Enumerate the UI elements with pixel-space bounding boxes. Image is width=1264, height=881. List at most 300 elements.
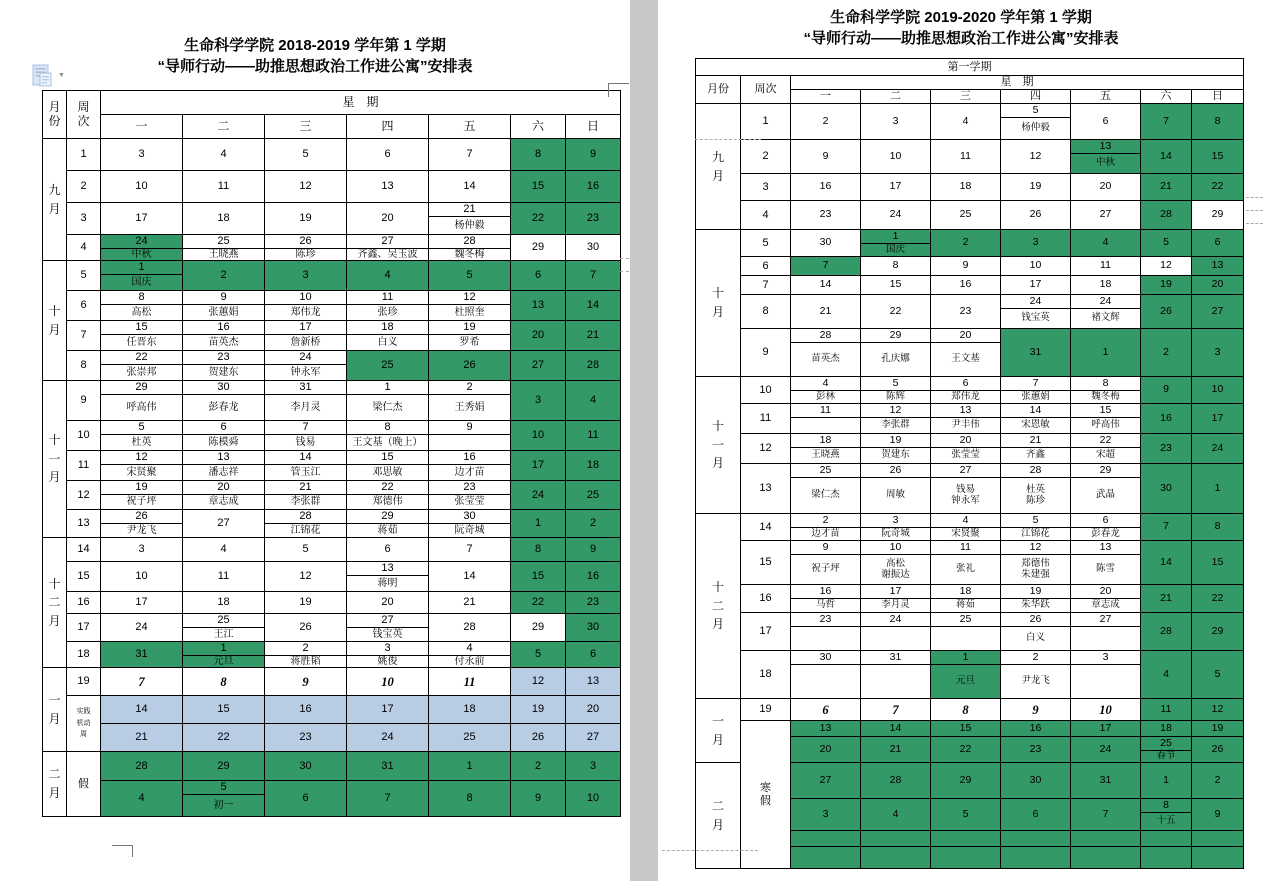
calendar-cell[interactable]: 8: [511, 139, 566, 171]
calendar-cell[interactable]: 4: [183, 139, 265, 171]
calendar-cell[interactable]: [183, 351, 265, 381]
calendar-cell[interactable]: 18: [183, 592, 265, 614]
calendar-cell[interactable]: [183, 321, 265, 351]
calendar-cell[interactable]: 16: [1141, 404, 1192, 434]
calendar-cell[interactable]: 22: [861, 295, 931, 329]
calendar-cell[interactable]: 4: [1141, 651, 1192, 699]
calendar-cell[interactable]: 29: [511, 235, 566, 261]
week-col-header[interactable]: 周次: [741, 76, 791, 104]
calendar-cell[interactable]: 7: [101, 668, 183, 696]
week-label-cell[interactable]: 3: [741, 174, 791, 201]
calendar-cell[interactable]: [265, 642, 347, 668]
calendar-cell[interactable]: 28: [1141, 201, 1192, 230]
document-title-2-line2[interactable]: “导师行动——助推思想政治工作进公寓”安排表: [803, 29, 1119, 47]
calendar-cell[interactable]: 27: [1192, 295, 1244, 329]
calendar-cell[interactable]: [429, 451, 511, 481]
calendar-cell[interactable]: [861, 377, 931, 404]
calendar-cell[interactable]: 26: [511, 724, 566, 752]
calendar-cell[interactable]: 30: [1001, 763, 1071, 799]
calendar-cell[interactable]: 11: [566, 421, 621, 451]
calendar-cell[interactable]: 7: [566, 261, 621, 291]
calendar-cell[interactable]: [1001, 434, 1071, 464]
week-label-cell[interactable]: 15: [67, 562, 101, 592]
calendar-cell[interactable]: 20: [347, 203, 429, 235]
calendar-cell[interactable]: 20: [1192, 276, 1244, 295]
calendar-cell[interactable]: 7: [347, 781, 429, 817]
month-label-cell[interactable]: 十 月: [696, 230, 741, 377]
week-label-cell[interactable]: 11: [67, 451, 101, 481]
calendar-cell[interactable]: [791, 651, 861, 699]
calendar-cell[interactable]: [861, 514, 931, 541]
calendar-cell[interactable]: 29: [183, 752, 265, 781]
calendar-cell[interactable]: 9: [1192, 799, 1244, 831]
week-label-cell[interactable]: 9: [67, 381, 101, 421]
month-label-cell[interactable]: 十 一 月: [696, 377, 741, 514]
calendar-cell[interactable]: [347, 510, 429, 538]
week-label-cell[interactable]: 8: [741, 295, 791, 329]
day-header-cell[interactable]: 五: [1071, 90, 1141, 104]
calendar-cell[interactable]: 10: [1001, 257, 1071, 276]
week-label-cell[interactable]: 19: [67, 668, 101, 696]
calendar-cell[interactable]: [101, 481, 183, 510]
calendar-cell[interactable]: 23: [1141, 434, 1192, 464]
calendar-cell[interactable]: [931, 831, 1001, 847]
calendar-cell[interactable]: 27: [183, 510, 265, 538]
month-label-cell[interactable]: 十 一 月: [43, 381, 67, 538]
calendar-cell[interactable]: 15: [931, 721, 1001, 737]
calendar-cell[interactable]: 21: [791, 295, 861, 329]
calendar-cell[interactable]: [931, 329, 1001, 377]
calendar-cell[interactable]: 28: [1141, 613, 1192, 651]
calendar-cell[interactable]: 21: [566, 321, 621, 351]
calendar-cell[interactable]: [861, 831, 931, 847]
calendar-cell[interactable]: 20: [566, 696, 621, 724]
calendar-cell[interactable]: 9: [1001, 699, 1071, 721]
calendar-cell[interactable]: [861, 230, 931, 257]
calendar-cell[interactable]: 19: [1192, 721, 1244, 737]
month-label-cell[interactable]: 二 月: [696, 763, 741, 869]
calendar-cell[interactable]: 12: [265, 171, 347, 203]
calendar-cell[interactable]: 25: [931, 201, 1001, 230]
calendar-cell[interactable]: [1001, 541, 1071, 585]
calendar-cell[interactable]: [183, 235, 265, 261]
week-label-cell[interactable]: 1: [741, 104, 791, 140]
day-header-cell[interactable]: 六: [1141, 90, 1192, 104]
calendar-cell[interactable]: [429, 381, 511, 421]
calendar-cell[interactable]: 15: [1192, 541, 1244, 585]
calendar-cell[interactable]: 8: [1192, 104, 1244, 140]
week-label-cell[interactable]: 16: [67, 592, 101, 614]
calendar-cell[interactable]: 3: [791, 799, 861, 831]
calendar-cell[interactable]: [791, 434, 861, 464]
calendar-cell[interactable]: [1071, 514, 1141, 541]
calendar-cell[interactable]: 15: [183, 696, 265, 724]
calendar-cell[interactable]: [861, 847, 931, 869]
week-label-cell[interactable]: 2: [741, 140, 791, 174]
week-label-cell[interactable]: 假: [67, 752, 101, 817]
calendar-cell[interactable]: [791, 585, 861, 613]
calendar-cell[interactable]: 5: [429, 261, 511, 291]
calendar-cell[interactable]: 2: [183, 261, 265, 291]
week-label-cell[interactable]: 17: [741, 613, 791, 651]
calendar-cell[interactable]: [429, 291, 511, 321]
calendar-cell[interactable]: [265, 381, 347, 421]
calendar-cell[interactable]: [347, 451, 429, 481]
calendar-cell[interactable]: 22: [1192, 585, 1244, 613]
calendar-cell[interactable]: 18: [429, 696, 511, 724]
calendar-cell[interactable]: 6: [347, 139, 429, 171]
week-label-cell[interactable]: 18: [67, 642, 101, 668]
calendar-cell[interactable]: [1071, 651, 1141, 699]
calendar-cell[interactable]: 19: [265, 203, 347, 235]
calendar-cell[interactable]: [791, 464, 861, 514]
calendar-cell[interactable]: 22: [511, 592, 566, 614]
calendar-cell[interactable]: 31: [101, 642, 183, 668]
calendar-cell[interactable]: 5: [1192, 651, 1244, 699]
calendar-cell[interactable]: 18: [1141, 721, 1192, 737]
calendar-cell[interactable]: 9: [566, 139, 621, 171]
calendar-cell[interactable]: 6: [265, 781, 347, 817]
day-header-cell[interactable]: 一: [791, 90, 861, 104]
calendar-cell[interactable]: [931, 847, 1001, 869]
calendar-cell[interactable]: 1: [1071, 329, 1141, 377]
week-label-cell[interactable]: 7: [67, 321, 101, 351]
calendar-cell[interactable]: 14: [429, 562, 511, 592]
calendar-cell[interactable]: [1141, 737, 1192, 763]
calendar-cell[interactable]: [347, 642, 429, 668]
calendar-cell[interactable]: [429, 421, 511, 451]
calendar-cell[interactable]: 23: [931, 295, 1001, 329]
calendar-cell[interactable]: 14: [861, 721, 931, 737]
calendar-cell[interactable]: 27: [1071, 201, 1141, 230]
calendar-cell[interactable]: 3: [101, 139, 183, 171]
calendar-cell[interactable]: 14: [1141, 140, 1192, 174]
calendar-cell[interactable]: [791, 541, 861, 585]
calendar-cell[interactable]: 14: [429, 171, 511, 203]
week-label-cell[interactable]: 实践 机动 周: [67, 696, 101, 752]
calendar-cell[interactable]: 9: [791, 140, 861, 174]
calendar-cell[interactable]: 2: [511, 752, 566, 781]
calendar-cell[interactable]: [265, 481, 347, 510]
calendar-cell[interactable]: [183, 421, 265, 451]
calendar-cell[interactable]: [183, 451, 265, 481]
calendar-cell[interactable]: 4: [1071, 230, 1141, 257]
week-label-cell[interactable]: 8: [67, 351, 101, 381]
week-label-cell[interactable]: 15: [741, 541, 791, 585]
calendar-cell[interactable]: 10: [566, 781, 621, 817]
calendar-cell[interactable]: 6: [1001, 799, 1071, 831]
calendar-cell[interactable]: [1192, 831, 1244, 847]
calendar-cell[interactable]: [265, 421, 347, 451]
day-header-cell[interactable]: 三: [265, 115, 347, 139]
calendar-cell[interactable]: [861, 651, 931, 699]
calendar-cell[interactable]: 12: [1192, 699, 1244, 721]
calendar-cell[interactable]: 17: [511, 451, 566, 481]
calendar-cell[interactable]: [183, 291, 265, 321]
calendar-cell[interactable]: 29: [1192, 201, 1244, 230]
week-label-cell[interactable]: 10: [741, 377, 791, 404]
calendar-cell[interactable]: [1071, 140, 1141, 174]
calendar-cell[interactable]: 7: [429, 139, 511, 171]
calendar-cell[interactable]: 31: [347, 752, 429, 781]
calendar-cell[interactable]: [1071, 434, 1141, 464]
calendar-cell[interactable]: 23: [791, 201, 861, 230]
calendar-cell[interactable]: [1001, 295, 1071, 329]
calendar-cell[interactable]: 7: [429, 538, 511, 562]
month-label-cell[interactable]: 九 月: [43, 139, 67, 261]
month-label-cell[interactable]: 十 二 月: [43, 538, 67, 668]
calendar-cell[interactable]: [1001, 613, 1071, 651]
calendar-cell[interactable]: 6: [566, 642, 621, 668]
calendar-cell[interactable]: [1071, 585, 1141, 613]
calendar-cell[interactable]: 17: [347, 696, 429, 724]
calendar-cell[interactable]: 3: [101, 538, 183, 562]
week-label-cell[interactable]: 6: [67, 291, 101, 321]
document-title-1-line1[interactable]: 生命科学学院 2018-2019 学年第 1 学期: [184, 37, 446, 54]
calendar-cell[interactable]: 19: [1141, 276, 1192, 295]
calendar-cell[interactable]: 9: [566, 538, 621, 562]
calendar-cell[interactable]: 3: [861, 104, 931, 140]
calendar-cell[interactable]: 24: [101, 614, 183, 642]
calendar-cell[interactable]: 7: [861, 699, 931, 721]
calendar-cell[interactable]: [861, 404, 931, 434]
calendar-cell[interactable]: 14: [791, 276, 861, 295]
calendar-cell[interactable]: 9: [931, 257, 1001, 276]
calendar-cell[interactable]: 6: [1071, 104, 1141, 140]
calendar-cell[interactable]: 22: [1192, 174, 1244, 201]
day-header-cell[interactable]: 一: [101, 115, 183, 139]
calendar-cell[interactable]: 3: [1192, 329, 1244, 377]
week-label-cell[interactable]: 12: [741, 434, 791, 464]
calendar-cell[interactable]: 3: [265, 261, 347, 291]
calendar-cell[interactable]: 16: [566, 562, 621, 592]
calendar-cell[interactable]: 4: [183, 538, 265, 562]
calendar-cell[interactable]: 10: [101, 562, 183, 592]
calendar-cell[interactable]: 22: [183, 724, 265, 752]
calendar-cell[interactable]: 30: [1141, 464, 1192, 514]
calendar-cell[interactable]: [1071, 541, 1141, 585]
calendar-cell[interactable]: 4: [931, 104, 1001, 140]
week-label-cell[interactable]: 4: [67, 235, 101, 261]
calendar-cell[interactable]: 7: [791, 257, 861, 276]
calendar-cell[interactable]: 1: [1192, 464, 1244, 514]
calendar-cell[interactable]: 30: [566, 235, 621, 261]
calendar-cell[interactable]: [347, 614, 429, 642]
day-header-cell[interactable]: 五: [429, 115, 511, 139]
month-label-cell[interactable]: 一 月: [43, 668, 67, 752]
calendar-cell[interactable]: 12: [1001, 140, 1071, 174]
semester-header[interactable]: 第一学期: [696, 59, 1244, 76]
calendar-cell[interactable]: 20: [511, 321, 566, 351]
calendar-cell[interactable]: 8: [429, 781, 511, 817]
calendar-cell[interactable]: 1: [1141, 763, 1192, 799]
calendar-cell[interactable]: 7: [1141, 514, 1192, 541]
calendar-cell[interactable]: 20: [791, 737, 861, 763]
calendar-cell[interactable]: 5: [265, 139, 347, 171]
calendar-cell[interactable]: 21: [1141, 585, 1192, 613]
calendar-cell[interactable]: [347, 321, 429, 351]
calendar-cell[interactable]: 12: [511, 668, 566, 696]
calendar-cell[interactable]: 25: [566, 481, 621, 510]
calendar-cell[interactable]: 23: [566, 203, 621, 235]
calendar-cell[interactable]: [1001, 651, 1071, 699]
calendar-cell[interactable]: 26: [1141, 295, 1192, 329]
week-label-cell[interactable]: 10: [67, 421, 101, 451]
calendar-cell[interactable]: 5: [931, 799, 1001, 831]
calendar-cell[interactable]: 11: [931, 140, 1001, 174]
week-label-cell[interactable]: 14: [67, 538, 101, 562]
calendar-cell[interactable]: 10: [1071, 699, 1141, 721]
calendar-cell[interactable]: 31: [1071, 763, 1141, 799]
calendar-cell[interactable]: [861, 613, 931, 651]
calendar-cell[interactable]: [1071, 295, 1141, 329]
calendar-cell[interactable]: 1: [511, 510, 566, 538]
calendar-cell[interactable]: [101, 261, 183, 291]
calendar-cell[interactable]: [791, 514, 861, 541]
calendar-cell[interactable]: 17: [1192, 404, 1244, 434]
calendar-cell[interactable]: [101, 381, 183, 421]
week-label-cell[interactable]: 11: [741, 404, 791, 434]
week-label-cell[interactable]: 16: [741, 585, 791, 613]
month-label-cell[interactable]: 二 月: [43, 752, 67, 817]
calendar-cell[interactable]: [791, 404, 861, 434]
calendar-cell[interactable]: [931, 541, 1001, 585]
calendar-cell[interactable]: 30: [791, 230, 861, 257]
calendar-cell[interactable]: [791, 329, 861, 377]
calendar-cell[interactable]: 4: [101, 781, 183, 817]
calendar-cell[interactable]: [347, 421, 429, 451]
calendar-cell[interactable]: 29: [931, 763, 1001, 799]
calendar-cell[interactable]: 26: [1192, 737, 1244, 763]
calendar-cell[interactable]: 11: [183, 562, 265, 592]
day-header-cell[interactable]: 二: [861, 90, 931, 104]
day-header-cell[interactable]: 日: [1192, 90, 1244, 104]
calendar-cell[interactable]: [1071, 377, 1141, 404]
day-header-cell[interactable]: 日: [566, 115, 621, 139]
calendar-cell[interactable]: 21: [101, 724, 183, 752]
calendar-cell[interactable]: [1001, 377, 1071, 404]
calendar-cell[interactable]: [791, 377, 861, 404]
calendar-cell[interactable]: [931, 651, 1001, 699]
calendar-cell[interactable]: 6: [1192, 230, 1244, 257]
calendar-cell[interactable]: 4: [347, 261, 429, 291]
calendar-cell[interactable]: 25: [429, 724, 511, 752]
calendar-cell[interactable]: 24: [1071, 737, 1141, 763]
calendar-cell[interactable]: 9: [511, 781, 566, 817]
calendar-cell[interactable]: 19: [1001, 174, 1071, 201]
calendar-cell[interactable]: 25: [347, 351, 429, 381]
day-header-cell[interactable]: 四: [347, 115, 429, 139]
calendar-cell[interactable]: [1141, 799, 1192, 831]
calendar-cell[interactable]: 13: [347, 171, 429, 203]
calendar-cell[interactable]: [861, 585, 931, 613]
week-label-cell[interactable]: 19: [741, 699, 791, 721]
week-label-cell[interactable]: 寒 假: [741, 721, 791, 869]
week-label-cell[interactable]: 2: [67, 171, 101, 203]
month-label-cell[interactable]: 九 月: [696, 104, 741, 230]
calendar-cell[interactable]: 16: [566, 171, 621, 203]
day-header-cell[interactable]: 二: [183, 115, 265, 139]
calendar-cell[interactable]: 18: [1071, 276, 1141, 295]
week-label-cell[interactable]: 5: [741, 230, 791, 257]
calendar-cell[interactable]: 20: [1071, 174, 1141, 201]
calendar-cell[interactable]: [791, 847, 861, 869]
calendar-cell[interactable]: [265, 510, 347, 538]
calendar-cell[interactable]: [791, 831, 861, 847]
calendar-cell[interactable]: 19: [511, 696, 566, 724]
calendar-cell[interactable]: [101, 235, 183, 261]
week-label-cell[interactable]: 18: [741, 651, 791, 699]
calendar-cell[interactable]: 24: [347, 724, 429, 752]
calendar-cell[interactable]: 6: [347, 538, 429, 562]
calendar-cell[interactable]: [1071, 613, 1141, 651]
calendar-cell[interactable]: 12: [1141, 257, 1192, 276]
calendar-cell[interactable]: 21: [429, 592, 511, 614]
calendar-cell[interactable]: [183, 614, 265, 642]
calendar-cell[interactable]: 5: [265, 538, 347, 562]
calendar-cell[interactable]: 9: [265, 668, 347, 696]
month-label-cell[interactable]: 十 月: [43, 261, 67, 381]
calendar-cell[interactable]: [1001, 404, 1071, 434]
calendar-cell[interactable]: [347, 481, 429, 510]
calendar-cell[interactable]: 24: [861, 201, 931, 230]
calendar-cell[interactable]: 4: [566, 381, 621, 421]
calendar-cell[interactable]: 17: [1071, 721, 1141, 737]
calendar-cell[interactable]: 26: [265, 614, 347, 642]
calendar-cell[interactable]: 22: [931, 737, 1001, 763]
calendar-cell[interactable]: 7: [1071, 799, 1141, 831]
calendar-cell[interactable]: [429, 203, 511, 235]
day-header-cell[interactable]: 三: [931, 90, 1001, 104]
calendar-cell[interactable]: [101, 451, 183, 481]
calendar-cell[interactable]: [101, 291, 183, 321]
calendar-cell[interactable]: 16: [1001, 721, 1071, 737]
week-label-cell[interactable]: 3: [67, 203, 101, 235]
calendar-cell[interactable]: 28: [566, 351, 621, 381]
calendar-cell[interactable]: 8: [511, 538, 566, 562]
calendar-cell[interactable]: 17: [101, 592, 183, 614]
month-col-header[interactable]: 月 份: [43, 91, 67, 139]
calendar-cell[interactable]: [861, 464, 931, 514]
calendar-cell[interactable]: 9: [1141, 377, 1192, 404]
calendar-cell[interactable]: 15: [1192, 140, 1244, 174]
calendar-cell[interactable]: [1071, 464, 1141, 514]
calendar-cell[interactable]: 16: [265, 696, 347, 724]
calendar-cell[interactable]: 18: [931, 174, 1001, 201]
day-header-cell[interactable]: 四: [1001, 90, 1071, 104]
calendar-cell[interactable]: 10: [861, 140, 931, 174]
calendar-cell[interactable]: 10: [101, 171, 183, 203]
calendar-cell[interactable]: [347, 235, 429, 261]
calendar-cell[interactable]: [429, 510, 511, 538]
calendar-cell[interactable]: 21: [861, 737, 931, 763]
calendar-cell[interactable]: [265, 321, 347, 351]
calendar-cell[interactable]: [861, 329, 931, 377]
calendar-cell[interactable]: 11: [183, 171, 265, 203]
calendar-cell[interactable]: 3: [511, 381, 566, 421]
calendar-cell[interactable]: 13: [511, 291, 566, 321]
calendar-cell[interactable]: [1001, 464, 1071, 514]
calendar-cell[interactable]: [1141, 847, 1192, 869]
month-label-cell[interactable]: 一 月: [696, 699, 741, 763]
calendar-cell[interactable]: 27: [511, 351, 566, 381]
calendar-cell[interactable]: [101, 351, 183, 381]
calendar-cell[interactable]: 16: [791, 174, 861, 201]
calendar-cell[interactable]: [429, 642, 511, 668]
calendar-cell[interactable]: 31: [1001, 329, 1071, 377]
month-col-header[interactable]: 月份: [696, 76, 741, 104]
calendar-cell[interactable]: 6: [791, 699, 861, 721]
